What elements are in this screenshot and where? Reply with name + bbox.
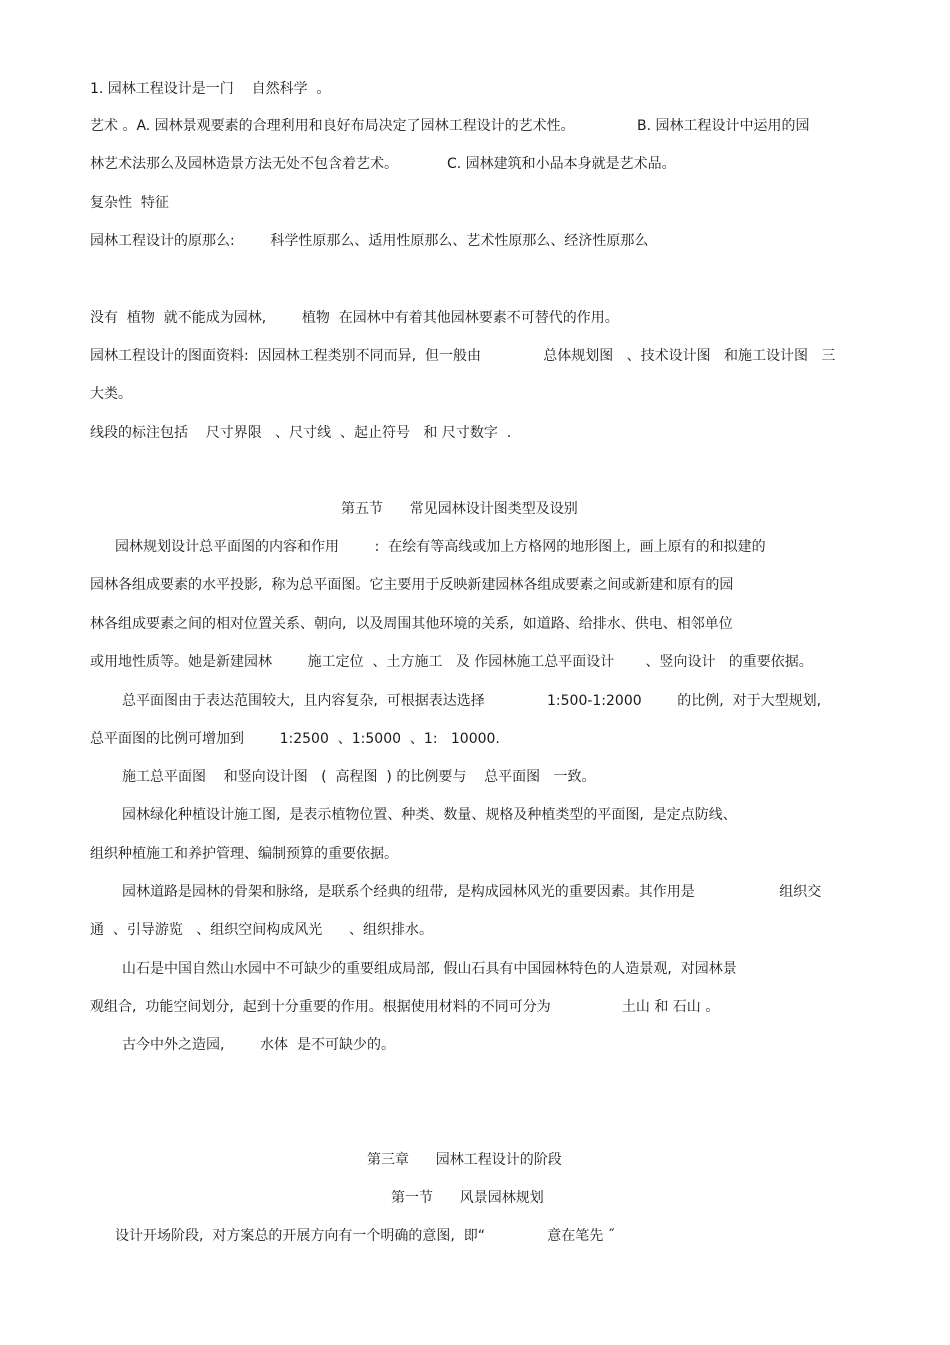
text-line-13: 林各组成要素之间的相对位置关系、朝向, 以及周围其他环境的关系, 如道路、给排水、供电、相邻单位	[90, 616, 733, 632]
text-line-4: 复杂性 特征	[90, 195, 169, 211]
text-line-7: 园林工程设计的图面资料: 因园林工程类别不同而异, 但一般由 总体规划图 、技术设计图 和施工设计图 三	[90, 348, 836, 364]
text-line-8: 大类。	[90, 386, 132, 402]
text-line-12: 园林各组成要素的水平投影, 称为总平面图。它主要用于反映新建园林各组成要素之间或新建和原有的园	[90, 577, 734, 593]
text-line-27: 设计开场阶段, 对方案总的开展方向有一个明确的意图, 即“ 意在笔先 ˝	[115, 1228, 615, 1244]
text-line-23: 观组合, 功能空间划分, 起到十分重要的作用。根据使用材料的不同可分为 土山 和 石山 。	[90, 999, 720, 1015]
text-line-22: 山石是中国自然山水园中不可缺少的重要组成局部, 假山石具有中国园林特色的人造景观, 对园林景	[122, 961, 737, 977]
text-line-14: 或用地性质等。她是新建园林 施工定位 、土方施工 及 作园林施工总平面设计 、竖向设计 的重要依据。	[90, 654, 813, 670]
text-line-19: 组织种植施工和养护管理、编制预算的重要依据。	[90, 846, 398, 862]
text-line-18: 园林绿化种植设计施工图, 是表示植物位置、种类、数量、规格及种植类型的平面图, 是定点防线、	[122, 807, 737, 823]
text-line-6: 没有 植物 就不能成为园林, 植物 在园林中有着其他园林要素不可替代的作用。	[90, 310, 619, 326]
text-line-9: 线段的标注包括 尺寸界限 、尺寸线 、起止符号 和 尺寸数字 .	[90, 425, 512, 441]
section-heading-5: 第五节 常见园林设计图类型及设别	[341, 501, 578, 517]
text-line-21: 通 、引导游览 、组织空间构成风光 、组织排水。	[90, 922, 433, 938]
text-line-11: 园林规划设计总平面图的内容和作用 : 在绘有等高线或加上方格网的地形图上, 画上原有的和拟建的	[115, 539, 766, 555]
text-line-3: 林艺术法那么及园林造景方法无处不包含着艺术。 C. 园林建筑和小品本身就是艺术品。	[90, 156, 676, 172]
text-line-24: 古今中外之造园, 水体 是不可缺少的。	[122, 1037, 395, 1053]
chapter-heading-3: 第三章 园林工程设计的阶段	[367, 1152, 562, 1168]
text-line-15: 总平面图由于表达范围较大, 且内容复杂, 可根据表达选择 1:500-1:2000 的比例, 对于大型规划,	[122, 693, 822, 709]
text-line-5: 园林工程设计的原那么: 科学性原那么、适用性原那么、艺术性原那么、经济性原那么	[90, 233, 649, 249]
text-line-1: 1. 园林工程设计是一门 自然科学 。	[90, 81, 331, 97]
section-heading-1: 第一节 风景园林规划	[391, 1190, 544, 1206]
text-line-20: 园林道路是园林的骨架和脉络, 是联系个经典的纽带, 是构成园林风光的重要因素。其作用是 组织交	[122, 884, 822, 900]
text-line-17: 施工总平面图 和竖向设计图 ( 高程图 ) 的比例要与 总平面图 一致。	[122, 769, 596, 785]
text-line-16: 总平面图的比例可增加到 1:2500 、1:5000 、1: 10000.	[90, 731, 500, 747]
text-line-2: 艺术 。A. 园林景观要素的合理利用和良好布局决定了园林工程设计的艺术性。 B. 园林工程设计中运用的园	[90, 118, 810, 134]
